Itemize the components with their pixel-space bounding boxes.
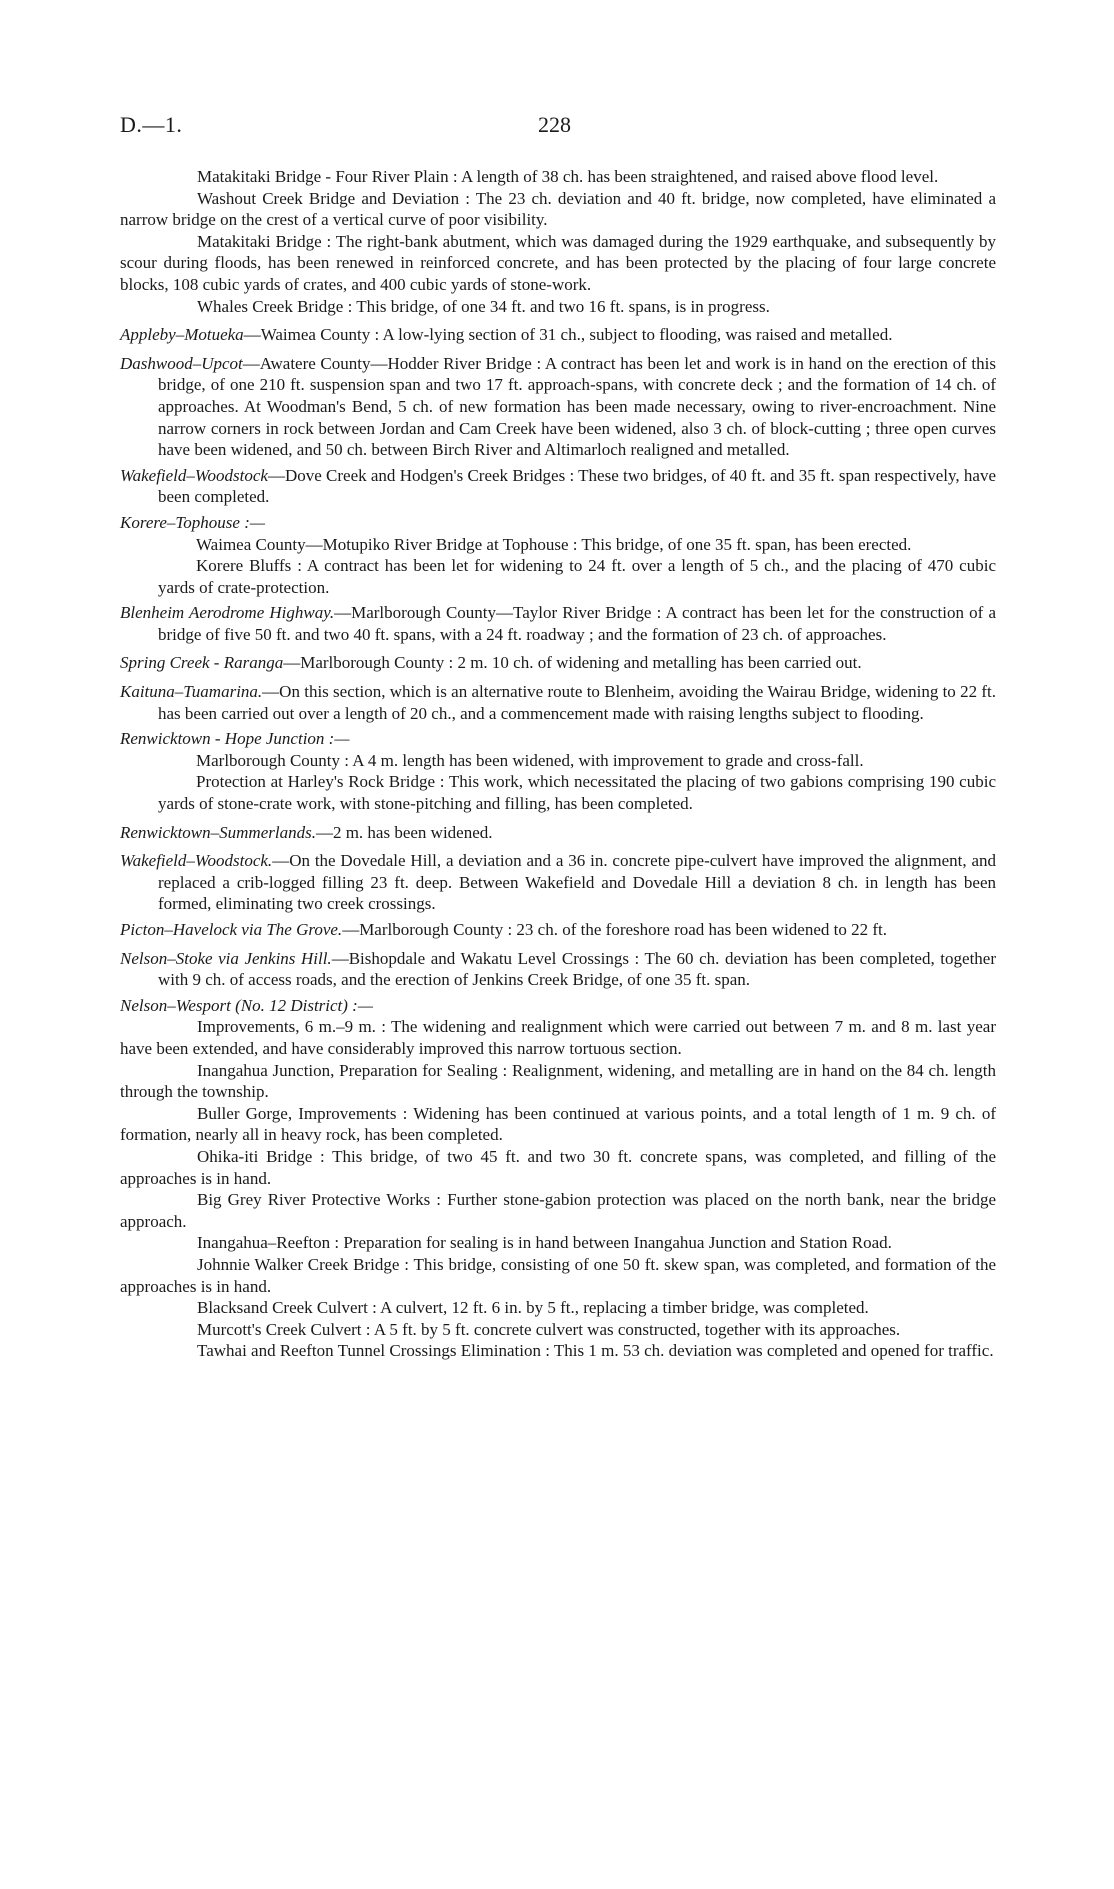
section-title: Appleby–Motueka: [120, 325, 244, 345]
paragraph: Matakitaki Bridge - Four River Plain : A length of 38 ch. has been straightened, and raised above flood level.: [197, 167, 939, 186]
section-title: Renwicktown–Summerlands.: [120, 822, 316, 842]
document-body: [120, 166, 996, 1362]
section-title: Wakefield–Woodstock.: [120, 851, 273, 871]
page-number: 228: [538, 112, 571, 137]
sub-paragraph: Inangahua Junction, Preparation for Sealing : Realignment, widening, and metalling are in hand on the 84 ch. length through the township.: [120, 1060, 996, 1102]
section-entry: Nelson–Stoke via Jenkins Hill.—Bishopdale and Wakatu Level Crossings : The 60 ch. deviation has been completed, together with 9 ch. of access roads, and the erection of Jenkins Creek Bridge, of one 35 ft. span.: [120, 948, 996, 990]
section-entry: Wakefield–Woodstock—Dove Creek and Hodgen's Creek Bridges : These two bridges, of 40 ft. and 35 ft. span respectively, have been completed.: [120, 465, 996, 507]
section-title: Nelson–Stoke via Jenkins Hill.: [120, 948, 332, 968]
section-entry: Renwicktown–Summerlands.—2 m. has been widened.: [120, 822, 493, 842]
sub-paragraph: Protection at Harley's Rock Bridge : This work, which necessitated the placing of two gabions comprising 190 cubic yards of stone-crate work, with stone-pitching and filling, has been completed.: [158, 772, 996, 814]
section-entry: [120, 995, 996, 1017]
section-entry: [120, 728, 996, 750]
sub-paragraph: Inangahua–Reefton : Preparation for sealing is in hand between Inangahua Junction and Station Road.: [197, 1233, 892, 1253]
document-reference: D.—1.: [120, 112, 183, 137]
section-entry: [120, 512, 996, 534]
section-entry: Kaituna–Tuamarina.—On this section, which is an alternative route to Blenheim, avoiding the Wairau Bridge, widening to 22 ft. has been carried out over a length of 20 ch., and a commencement made with raising lengths subject to flooding.: [120, 682, 996, 723]
section-title: Nelson–Wesport (No. 12 District) :—: [120, 995, 373, 1015]
sub-paragraph: Korere Bluffs : A contract has been let for widening to 24 ft. over a length of 5 ch., and the placing of 470 cubic yards of crate-protection.: [158, 556, 996, 597]
section-title: Dashwood–Upcot: [120, 353, 243, 373]
paragraph: Washout Creek Bridge and Deviation : The 23 ch. deviation and 40 ft. bridge, now completed, have eliminated a narrow bridge on the crest of a vertical curve of poor visibility.: [120, 188, 996, 230]
section-entry: Spring Creek - Raranga—Marlborough County : 2 m. 10 ch. of widening and metalling has been carried out.: [120, 653, 862, 673]
sub-paragraph: Improvements, 6 m.–9 m. : The widening and realignment which were carried out between 7 m. and 8 m. last year have been extended, and have considerably improved this narrow tortuous section.: [120, 1017, 996, 1058]
section-entry: Blenheim Aerodrome Highway.—Marlborough County—Taylor River Bridge : A contract has been let for the construction of a bridge of five 50 ft. and two 40 ft. spans, with a 24 ft. roadway ; and the formation of 23 ch. of approaches.: [120, 603, 996, 644]
section-title: Wakefield–Woodstock: [120, 465, 268, 485]
sub-paragraph: Ohika-iti Bridge : This bridge, of two 45 ft. and two 30 ft. concrete spans, was completed, and filling of the approaches is in hand.: [120, 1146, 996, 1188]
section-title: Picton–Havelock via The Grove.: [120, 920, 343, 939]
section-entry: Dashwood–Upcot—Awatere County—Hodder River Bridge : A contract has been let and work is in hand on the erection of this bridge, of one 210 ft. suspension span and two 17 ft. approach-spans, with concrete deck ; and the formation of 14 ch. of approaches. At Woodman's Bend, 5 ch. of new formation has been made necessary, owing to river-encroachment. Nine narrow corners in rock between Jordan and Cam Creek have been widened, also 3 ch. of block-cutting ; three open curves have been widened, and 50 ch. between Birch River and Altimarloch realigned and metalled.: [120, 353, 996, 460]
section-entry: Picton–Havelock via The Grove.—Marlborough County : 23 ch. of the foreshore road has been widened to 22 ft.: [120, 920, 888, 939]
sub-paragraph: Tawhai and Reefton Tunnel Crossings Elimination : This 1 m. 53 ch. deviation was completed and opened for traffic.: [197, 1341, 994, 1361]
sub-paragraph: Marlborough County : A 4 m. length has been widened, with improvement to grade and cross-fall.: [196, 750, 864, 770]
sub-paragraph: Johnnie Walker Creek Bridge : This bridge, consisting of one 50 ft. skew span, was completed, and formation of the approaches is in hand.: [120, 1254, 996, 1296]
sub-paragraph: Blacksand Creek Culvert : A culvert, 12 ft. 6 in. by 5 ft., replacing a timber bridge, was completed.: [197, 1298, 869, 1318]
section-title: Kaituna–Tuamarina.: [120, 682, 263, 702]
section-entry: Appleby–Motueka—Waimea County : A low-lying section of 31 ch., subject to flooding, was raised and metalled.: [120, 325, 893, 345]
sub-paragraph: Big Grey River Protective Works : Further stone-gabion protection was placed on the north bank, near the bridge approach.: [120, 1190, 996, 1231]
paragraph: Matakitaki Bridge : The right-bank abutment, which was damaged during the 1929 earthquake, and subsequently by scour during floods, has been renewed in reinforced concrete, and has been protected by the placing of four large concrete blocks, 108 cubic yards of crates, and 400 cubic yards of stone-work.: [120, 231, 996, 294]
section-entry: Wakefield–Woodstock.—On the Dovedale Hill, a deviation and a 36 in. concrete pipe-culvert have improved the alignment, and replaced a crib-logged filling 23 ft. deep. Between Wakefield and Dovedale Hill a deviation 8 ch. in length has been formed, eliminating two creek crossings.: [120, 851, 996, 914]
sub-paragraph: Buller Gorge, Improvements : Widening has been continued at various points, and a total length of 1 m. 9 ch. of formation, nearly all in heavy rock, has been completed.: [120, 1103, 996, 1145]
section-title: Spring Creek - Raranga: [120, 653, 284, 673]
section-title: Renwicktown - Hope Junction :—: [120, 729, 350, 749]
paragraph: Whales Creek Bridge : This bridge, of one 34 ft. and two 16 ft. spans, is in progress.: [197, 296, 770, 316]
section-title: Blenheim Aerodrome Highway.: [120, 603, 335, 623]
sub-paragraph: Waimea County—Motupiko River Bridge at Tophouse : This bridge, of one 35 ft. span, has been erected.: [196, 534, 912, 554]
section-title: Korere–Tophouse :—: [120, 512, 265, 532]
sub-paragraph: Murcott's Creek Culvert : A 5 ft. by 5 ft. concrete culvert was constructed, together with its approaches.: [197, 1319, 901, 1339]
